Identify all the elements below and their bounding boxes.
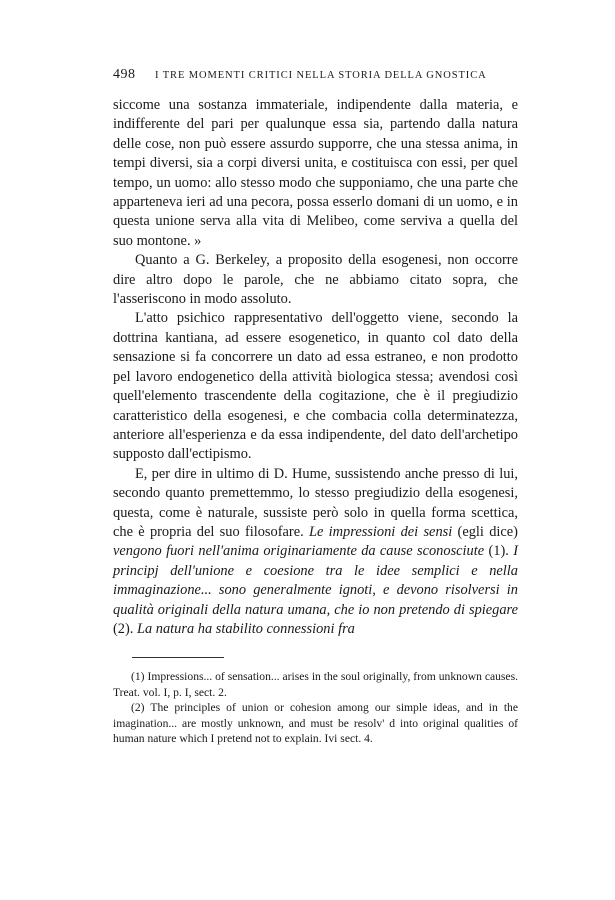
footnotes [113, 669, 518, 747]
running-title: I TRE MOMENTI CRITICI NELLA STORIA DELLA GNOSTICA [155, 70, 487, 81]
running-header [113, 67, 518, 83]
footnote-divider [132, 657, 224, 658]
paragraph-4-text: E, per dire in ultimo di D. Hume, sussistendo anche presso di lui, secondo quanto premettemmo, lo stesso pregiudizio della esogenesi, questa, come è naturale, sussiste però solo in quella forma scettica, che è propria del suo filosofare. [113, 465, 518, 540]
hume-quote-3: La natura ha stabilito connessioni fra [137, 620, 355, 637]
footnote-2-text: The principles of union or cohesion among our simple ideas, and in the imagination... are mostly unknown, and must be resolv' d into original qualities of human nature which I pretend not to explain. Ivi sect. 4. [113, 701, 518, 746]
aside-egli-dice: (egli dice) [457, 523, 518, 540]
paragraph-2: Quanto a G. Berkeley, a proposito della esogenesi, non occorre dire altro dopo le parole, che ne abbiamo citato sopra, che l'asseriscono in modo assoluto. [113, 252, 518, 308]
paragraph-3: L'atto psichico rappresentativo dell'oggetto viene, secondo la dottrina kantiana, ad essere esogenetico, in quanto col dato della sensazione si fa concorrere un dato ad essa estraneo, e non prodotto pel lavoro endogenetico della attività biologica stessa; avendosi così quell'elemento trascendente della cogitazione, che è il pregiudizio caratteristico della esogenesi, e che combacia colla determinatezza, anteriore all'esperienza e da essa indipendente, del dato dell'archetipo supposto dall'ectipismo. [113, 310, 518, 463]
body-text [113, 96, 518, 639]
hume-quote-2: I principj dell'unione e coesione tra le idee semplici e nella immaginazione... sono generalmente ignoti, e devono risolversi in qualità originali della natura umana, che io non pretendo di spiegare [113, 543, 518, 618]
footnote-ref-2: (2). [113, 620, 134, 637]
footnote-2-mark: (2) [131, 701, 145, 715]
hume-quote-1b: vengono fuori nell'anima originariamente da cause sconosciute [113, 543, 485, 560]
hume-quote-1a: Le impressioni dei sensi [308, 523, 453, 540]
footnote-ref-1: (1). [488, 543, 509, 560]
footnote-1-text: Impressions... of sensation... arises in the soul originally, from unknown causes. Treat. vol. I, p. I, sect. 2. [113, 670, 518, 699]
footnote-2 [113, 700, 518, 747]
paragraph-4 [113, 465, 518, 640]
paragraph-1: siccome una sostanza immateriale, indipendente dalla materia, e indifferente del pari per qualunque essa sia, partendo dalla natura delle cose, non può essere assurdo supporre, che una stessa anima, in tempi diversi, sia a corpi diversi unita, e costituisca con essi, per quel tempo, un uomo: allo stesso modo che supponiamo, che una parte che apparteneva ieri ad una pecora, possa esserlo domani di un uomo, e in questa unione serva alla vita di Melibeo, come serviva a quella del suo montone. » [113, 97, 518, 249]
page-number: 498 [113, 67, 136, 82]
footnote-1 [113, 669, 518, 700]
footnote-1-mark: (1) [131, 670, 145, 683]
